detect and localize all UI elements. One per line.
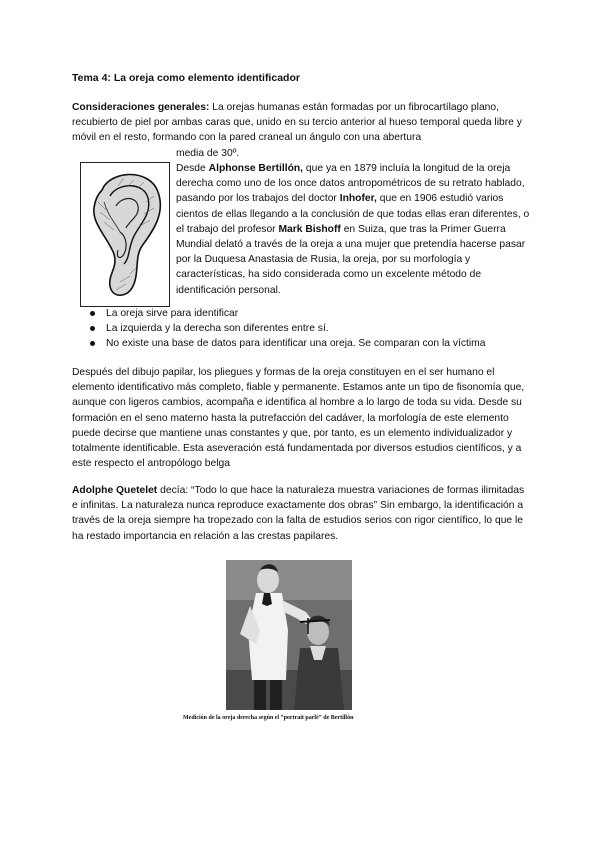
inhofer-name: Inhofer, <box>339 193 377 205</box>
bullet-icon <box>90 326 95 331</box>
list-item-text: La izquierda y la derecha son diferentes entre sí. <box>106 323 329 334</box>
bertillon-text-4: en Suiza, que tras la Primer Guerra Mundial delató a través de la oreja a una mujer que pretendía hacerse pasar por la Duquesa Anastasia de Rusia, la oreja, por su morfología y características, ha sido considerada como un excelente método de identificación personal. <box>176 223 526 296</box>
list-item-text: No existe una base de datos para identificar una oreja. Se comparan con la víctima <box>106 338 486 349</box>
bullet-icon <box>90 341 95 346</box>
intro-continuation: media de 30º. <box>176 148 240 159</box>
bertillon-paragraph <box>176 161 530 298</box>
bertillon-name: Alphonse Bertillón, <box>208 163 304 174</box>
bertillon-text-1: Desde <box>176 163 209 174</box>
bullet-icon <box>90 311 95 316</box>
list-item <box>72 306 542 321</box>
bertillon-text-2: que ya en 1879 incluía la longitud de la oreja derecha como uno de los once datos antropométricos de su retrato hablado, pasando por los trabajos del doctor <box>176 163 525 205</box>
ear-illustration <box>80 162 170 307</box>
intro-heading: Consideraciones generales: <box>72 102 210 113</box>
bertillon-text-3: que en 1906 estudió varios cientos de ellas llegando a la conclusión de que todas ellas eran diferentes, o el trabajo del profesor <box>176 193 530 235</box>
measurement-photo <box>226 560 352 710</box>
bullet-list <box>72 306 542 351</box>
list-item <box>72 336 542 351</box>
papillary-paragraph: Después del dibujo papilar, los pliegues y formas de la oreja constituyen en el ser humano el elemento identificativo más completo, fiable y permanente. Estamos ante un tipo de fisonomía que, aunque con ligeros cambios, acompaña e identifica al hombre a lo largo de toda su vida. Desde su formación en el seno materno hasta la putrefacción del cadáver, la morfología de este elemento puede decirse que mantiene unas constantes y que, por tanto, es un elemento individualizador y totalmente identificable. Esta aseveración está fundamentada por diversos estudios científicos, y a este respecto el antropólogo belga <box>72 367 525 470</box>
page-title: Tema 4: La oreja como elemento identificador <box>72 72 300 84</box>
list-item <box>72 321 542 336</box>
photo-caption: Medición de la oreja derecha según el “portrait parlé” de Bertillón <box>183 715 354 721</box>
quetelet-name: Adolphe Quetelet <box>72 485 158 496</box>
intro-text: La orejas humanas están formadas por un fibrocartílago plano, recubierto de piel por ambas caras que, unido en su tercio anterior al hueso temporal queda libre y móvil en el resto, formando con la pared craneal un ángulo con una abertura <box>72 102 522 144</box>
quetelet-text: decía: “Todo lo que hace la naturaleza muestra variaciones de formas ilimitadas e infinitas. La naturaleza nunca reproduce exactamente dos obras” Sin embargo, la identificación a través de la oreja siempre ha tropezado con la falta de estudios serios con rigor científico, lo que le ha restado importancia en relación a las crestas papilares. <box>72 485 525 542</box>
intro-paragraph <box>72 100 530 146</box>
list-item-text: La oreja sirve para identificar <box>106 308 239 319</box>
bishoff-name: Mark Bishoff <box>278 223 341 235</box>
quetelet-paragraph <box>72 483 530 544</box>
